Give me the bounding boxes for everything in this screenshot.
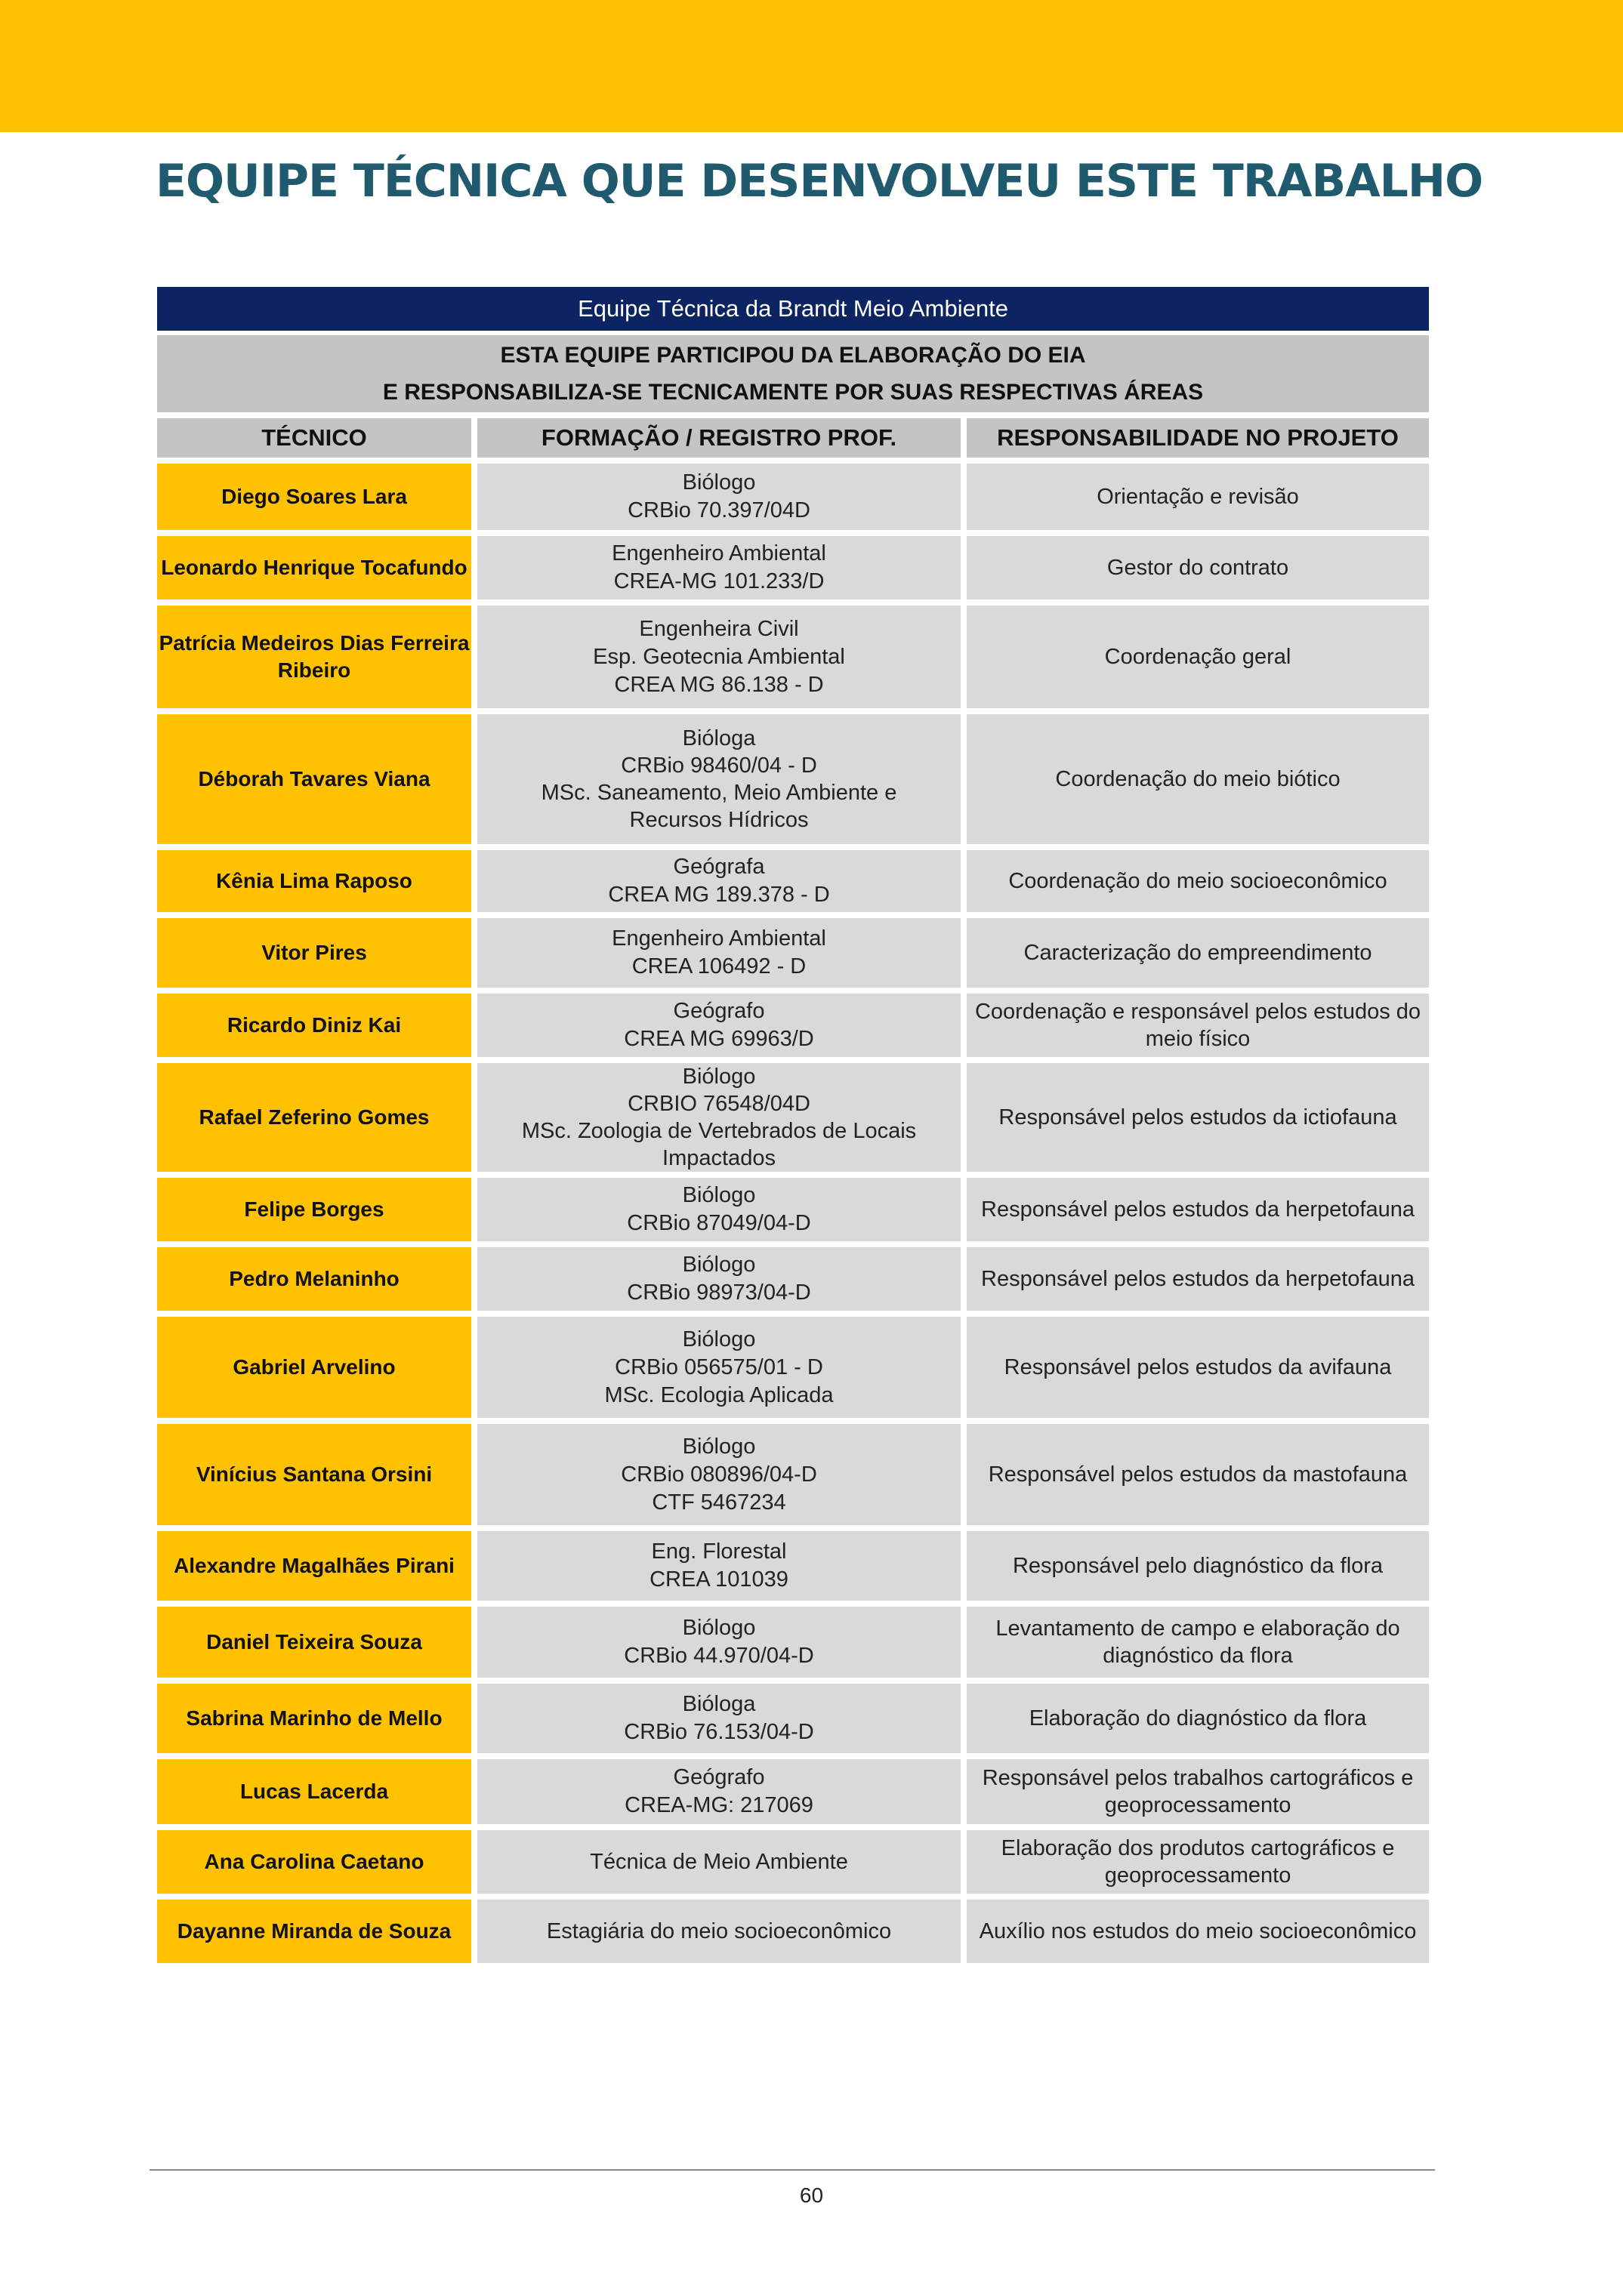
member-responsibility: Auxílio nos estudos do meio socioeconômico [961,1894,1429,1963]
team-row [157,1894,1429,1963]
formation-line: CTF 5467234 [652,1490,786,1515]
formation-line: Esp. Geotecnia Ambiental [593,644,845,669]
member-name: Vitor Pires [157,912,471,988]
formation-line: CRBio 76.153/04-D [624,1720,814,1744]
formation-line: CREA-MG: 217069 [625,1793,813,1817]
member-formation [471,599,961,708]
member-formation [471,1057,961,1172]
member-responsibility: Levantamento de campo e elaboração do diagnóstico da flora [961,1601,1429,1678]
formation-line: Engenheiro Ambiental [612,926,826,951]
team-row [157,1057,1429,1172]
formation-line: MSc. Ecologia Aplicada [604,1382,834,1407]
member-formation [471,458,961,530]
formation-line: Técnica de Meio Ambiente [590,1849,848,1874]
member-name: Vinícius Santana Orsini [157,1418,471,1525]
member-responsibility: Coordenação geral [961,599,1429,708]
formation-line: Biólogo [682,1434,756,1459]
formation-line: CRBio 44.970/04-D [624,1644,814,1668]
formation-line: Bióloga [682,1692,756,1716]
member-name: Patrícia Medeiros Dias Ferreira Ribeiro [157,599,471,708]
formation-line: Impactados [662,1146,776,1170]
page-number: 60 [799,2184,824,2207]
member-responsibility: Responsável pelos trabalhos cartográficos e geoprocessamento [961,1753,1429,1824]
formation-line: MSc. Zoologia de Vertebrados de Locais [521,1119,917,1143]
member-formation [471,1172,961,1241]
formation-line: CRBio 98460/04 - D [621,754,817,778]
formation-line: MSc. Saneamento, Meio Ambiente e [541,781,897,805]
formation-line: Engenheiro Ambiental [612,541,826,566]
formation-line: CREA MG 86.138 - D [614,672,824,697]
column-header-formacao: FORMAÇÃO / REGISTRO PROF. [471,412,961,458]
formation-line: CRBio 056575/01 - D [615,1354,823,1379]
formation-line: CREA MG 69963/D [624,1027,814,1051]
formation-line: CRBio 87049/04-D [627,1211,811,1235]
member-name: Alexandre Magalhães Pirani [157,1525,471,1601]
member-formation [471,844,961,912]
member-name: Ana Carolina Caetano [157,1824,471,1894]
member-responsibility: Responsável pelos estudos da ictiofauna [961,1057,1429,1172]
member-name: Kênia Lima Raposo [157,844,471,912]
column-header-responsabilidade: RESPONSABILIDADE NO PROJETO [961,412,1429,458]
member-responsibility: Elaboração dos produtos cartográficos e geoprocessamento [961,1824,1429,1894]
team-row [157,1241,1429,1311]
formation-line: CRBio 70.397/04D [628,498,810,522]
member-name: Sabrina Marinho de Mello [157,1678,471,1753]
member-name: Gabriel Arvelino [157,1311,471,1418]
member-responsibility: Responsável pelos estudos da herpetofauna [961,1241,1429,1311]
team-row [157,1678,1429,1753]
member-formation [471,1525,961,1601]
member-responsibility: Coordenação e responsável pelos estudos do meio físico [961,988,1429,1057]
formation-line: Biólogo [682,1065,756,1089]
formation-line: Biólogo [682,470,756,495]
member-formation [471,1418,961,1525]
member-name: Lucas Lacerda [157,1753,471,1824]
team-row [157,1172,1429,1241]
formation-line: Geógrafo [673,1765,765,1789]
member-formation [471,1824,961,1894]
team-row [157,1601,1429,1678]
table-statement-header [157,331,1429,412]
team-row [157,1525,1429,1601]
formation-line: CRBio 98973/04-D [627,1281,811,1305]
team-row [157,1311,1429,1418]
member-name: Diego Soares Lara [157,458,471,530]
statement-line-2: E RESPONSABILIZA-SE TECNICAMENTE POR SUAS RESPECTIVAS ÁREAS [382,380,1204,405]
formation-line: CREA 106492 - D [631,954,807,978]
formation-line: Biólogo [682,1253,756,1277]
footer-divider [150,2169,1435,2171]
member-responsibility: Responsável pelos estudos da mastofauna [961,1418,1429,1525]
team-row [157,1753,1429,1824]
statement-line-1: ESTA EQUIPE PARTICIPOU DA ELABORAÇÃO DO EIA [500,343,1086,368]
team-row [157,1418,1429,1525]
team-row [157,1824,1429,1894]
formation-line: Bióloga [682,726,756,750]
member-formation [471,988,961,1057]
column-header-row [157,412,1429,458]
member-formation [471,530,961,599]
table-company-header: Equipe Técnica da Brandt Meio Ambiente [157,287,1429,331]
member-name: Déborah Tavares Viana [157,708,471,844]
member-formation [471,708,961,844]
member-formation [471,1753,961,1824]
member-responsibility: Coordenação do meio biótico [961,708,1429,844]
member-name: Ricardo Diniz Kai [157,988,471,1057]
formation-line: CREA 101039 [650,1567,788,1592]
member-responsibility: Gestor do contrato [961,530,1429,599]
formation-line: Biólogo [682,1327,756,1351]
team-row [157,708,1429,844]
formation-line: Eng. Florestal [651,1539,787,1564]
formation-line: CREA MG 189.378 - D [608,883,830,907]
formation-line: Geógrafa [673,855,765,879]
team-rows [157,458,1429,1963]
formation-line: CREA-MG 101.233/D [613,569,825,593]
formation-line: Geógrafo [673,999,765,1023]
team-row [157,912,1429,988]
member-formation [471,1678,961,1753]
formation-line: Engenheira Civil [639,616,799,641]
member-name: Felipe Borges [157,1172,471,1241]
team-row [157,458,1429,530]
member-responsibility: Caracterização do empreendimento [961,912,1429,988]
member-responsibility: Responsável pelos estudos da herpetofauna [961,1172,1429,1241]
member-formation [471,912,961,988]
member-responsibility: Responsável pelo diagnóstico da flora [961,1525,1429,1601]
formation-line: Biólogo [682,1616,756,1640]
member-formation [471,1311,961,1418]
team-row [157,988,1429,1057]
formation-line: CRBIO 76548/04D [628,1092,810,1116]
member-responsibility: Elaboração do diagnóstico da flora [961,1678,1429,1753]
member-name: Leonardo Henrique Tocafundo [157,530,471,599]
team-row [157,530,1429,599]
formation-line: Biólogo [682,1183,756,1207]
team-row [157,844,1429,912]
member-responsibility: Responsável pelos estudos da avifauna [961,1311,1429,1418]
formation-line: CRBio 080896/04-D [621,1462,817,1487]
formation-line: Estagiária do meio socioeconômico [546,1918,892,1943]
page-title: EQUIPE TÉCNICA QUE DESENVOLVEU ESTE TRABALHO [156,155,1483,208]
member-responsibility: Coordenação do meio socioeconômico [961,844,1429,912]
member-responsibility: Orientação e revisão [961,458,1429,530]
formation-line: Recursos Hídricos [629,808,809,832]
member-formation [471,1894,961,1963]
technical-team-table [157,287,1429,1963]
column-header-tecnico: TÉCNICO [157,412,471,458]
member-name: Dayanne Miranda de Souza [157,1894,471,1963]
team-row [157,599,1429,708]
top-color-band [0,0,1623,132]
member-formation [471,1601,961,1678]
member-formation [471,1241,961,1311]
member-name: Rafael Zeferino Gomes [157,1057,471,1172]
member-name: Pedro Melaninho [157,1241,471,1311]
member-name: Daniel Teixeira Souza [157,1601,471,1678]
